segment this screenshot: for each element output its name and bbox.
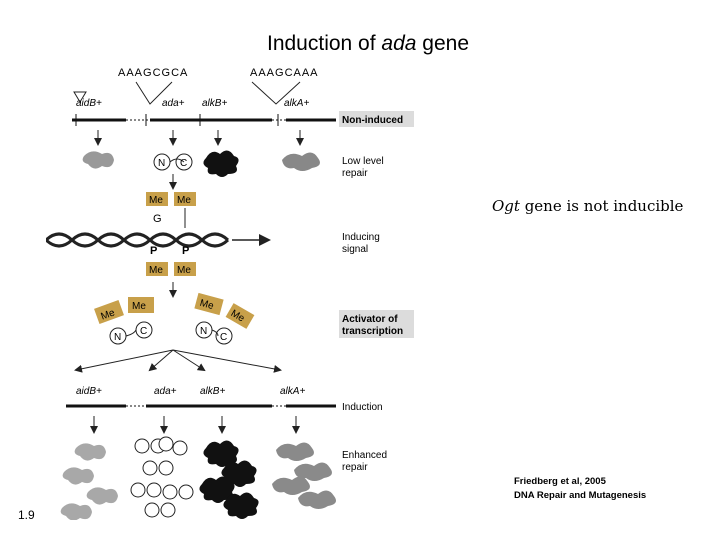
gene-label-ada-bottom: ada+ bbox=[154, 386, 177, 397]
citation-line-2: DNA Repair and Mutagenesis bbox=[514, 490, 647, 501]
ada-activated-left bbox=[94, 297, 154, 344]
label-induction: Induction bbox=[342, 402, 383, 413]
label-inducing-2: signal bbox=[342, 244, 369, 255]
ogt-note: Ogt gene is not inducible bbox=[492, 197, 684, 215]
label-activator-1: Activator of bbox=[342, 314, 398, 325]
citation bbox=[514, 475, 646, 503]
expression-arrows-top bbox=[98, 130, 300, 144]
slide-number: 1.9 bbox=[18, 508, 35, 522]
label-low-level-1: Low level bbox=[342, 156, 384, 167]
label-enhanced-2: repair bbox=[342, 462, 368, 473]
expression-arrows-bottom bbox=[94, 416, 296, 432]
gene-label-alkb: alkB+ bbox=[202, 98, 228, 109]
slide-title: Induction of ada gene bbox=[266, 32, 470, 55]
label-inducing-1: Inducing bbox=[342, 232, 380, 243]
svg-text:Me: Me bbox=[149, 195, 163, 206]
svg-text:Me: Me bbox=[198, 297, 215, 313]
ada-activated-right bbox=[194, 293, 254, 344]
dna-double-helix bbox=[46, 234, 228, 246]
svg-text:C: C bbox=[140, 326, 148, 337]
label-enhanced-1: Enhanced bbox=[342, 450, 388, 461]
activator-fanout-arrows bbox=[76, 350, 280, 370]
gene-label-ada: ada+ bbox=[162, 98, 185, 109]
svg-text:Me: Me bbox=[99, 307, 117, 323]
ada-protein-low bbox=[154, 154, 192, 170]
svg-text:Me: Me bbox=[177, 195, 191, 206]
phosphate-label-2: P bbox=[182, 245, 190, 257]
svg-text:N: N bbox=[200, 326, 208, 337]
gene-label-alka-bottom: alkA+ bbox=[280, 386, 306, 397]
gene-label-alkb-bottom: alkB+ bbox=[200, 386, 226, 397]
gene-label-alka: alkA+ bbox=[284, 98, 310, 109]
alka-protein-low bbox=[282, 152, 320, 171]
aidb-proteins-enhanced bbox=[61, 443, 118, 520]
label-non-induced: Non-induced bbox=[342, 115, 404, 126]
svg-text:Me: Me bbox=[228, 308, 247, 325]
promoter-seq-left: AAAGCGCA bbox=[118, 67, 189, 79]
alkb-protein-low bbox=[203, 150, 238, 177]
svg-text:C: C bbox=[180, 158, 188, 169]
alka-proteins-enhanced bbox=[272, 442, 336, 509]
ada-proteins-enhanced bbox=[131, 437, 193, 517]
svg-text:N: N bbox=[158, 158, 166, 169]
aidb-protein-low bbox=[83, 151, 114, 168]
guanine-label: G bbox=[153, 213, 162, 225]
citation-line-1: Friedberg et al, 2005 bbox=[514, 476, 606, 487]
gene-label-aidb-bottom: aidB+ bbox=[76, 386, 102, 397]
phosphate-label-1: P bbox=[150, 245, 158, 257]
label-activator-2: transcription bbox=[342, 326, 404, 337]
ada-induction-figure bbox=[46, 64, 418, 520]
gene-label-aidb: aidB+ bbox=[76, 98, 102, 109]
label-low-level-2: repair bbox=[342, 168, 368, 179]
svg-text:Me: Me bbox=[149, 265, 163, 276]
alkb-proteins-enhanced bbox=[199, 440, 258, 519]
svg-text:Me: Me bbox=[177, 265, 191, 276]
promoter-seq-right: AAAGCAAA bbox=[250, 67, 319, 79]
svg-text:N: N bbox=[114, 332, 122, 343]
svg-text:C: C bbox=[220, 332, 228, 343]
dna-line-top bbox=[72, 114, 336, 126]
svg-text:Me: Me bbox=[132, 301, 146, 312]
